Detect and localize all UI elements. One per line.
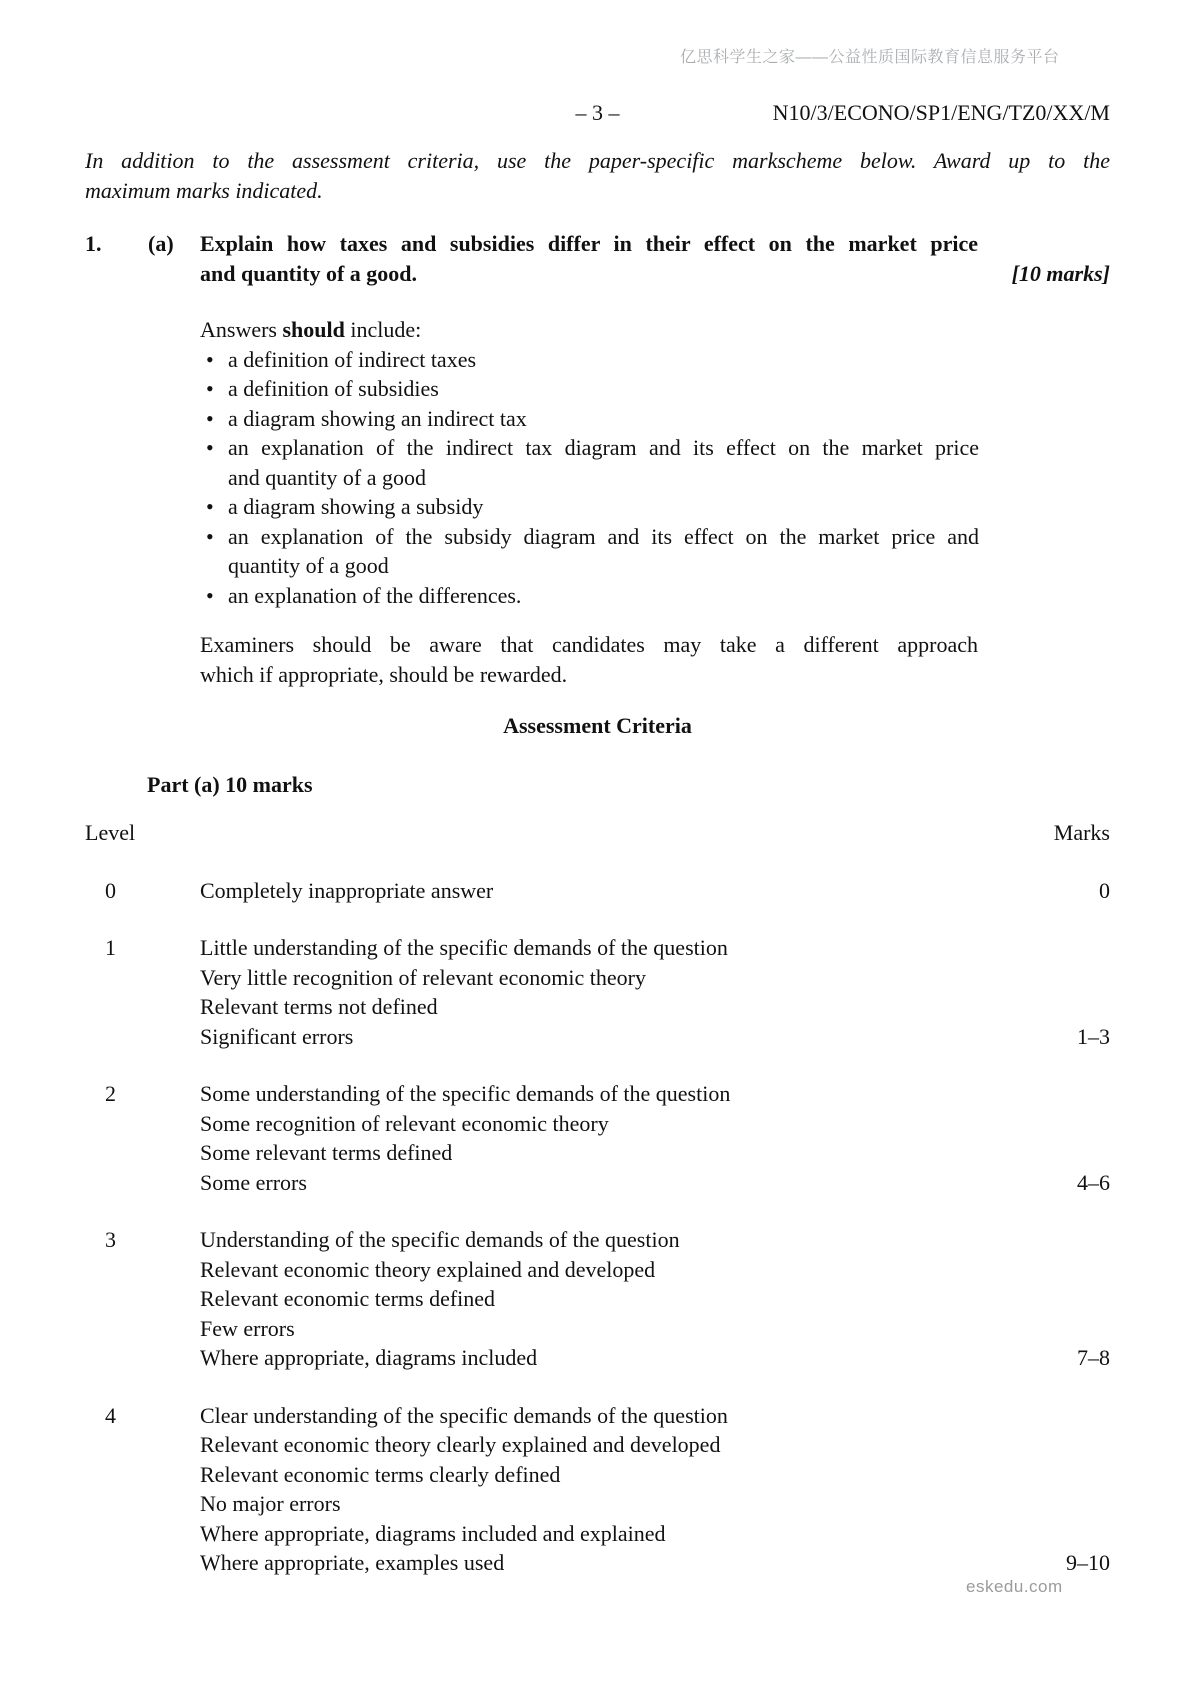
intro-line: maximum marks indicated. bbox=[85, 177, 323, 203]
level-value: 0 bbox=[105, 877, 116, 903]
bullet-icon: • bbox=[206, 582, 214, 608]
list-item bbox=[200, 522, 1110, 581]
level-value: 2 bbox=[105, 1081, 116, 1106]
page-header bbox=[85, 98, 1110, 128]
descriptor-line: Some relevant terms defined bbox=[200, 1140, 453, 1165]
descriptor-line: Understanding of the specific demands of the question bbox=[200, 1227, 680, 1252]
answers-lead-text: include: bbox=[344, 317, 422, 342]
bullet-text: a definition of indirect taxes bbox=[228, 346, 477, 372]
descriptor-line: Relevant economic terms clearly defined bbox=[200, 1461, 561, 1487]
table-row bbox=[85, 1225, 1110, 1373]
descriptor-line: No major errors bbox=[200, 1491, 341, 1516]
table-row bbox=[85, 876, 1110, 906]
question-text-line: and quantity of a good. bbox=[200, 260, 418, 286]
marks-value: 0 bbox=[1099, 877, 1110, 903]
list-item bbox=[200, 581, 1110, 611]
list-item bbox=[200, 492, 1110, 522]
bullet-text: an explanation of the differences. bbox=[228, 582, 522, 608]
marks-value: 4–6 bbox=[1077, 1169, 1110, 1195]
bullet-text bbox=[228, 433, 979, 492]
list-item bbox=[200, 374, 1110, 404]
descriptor-cell bbox=[200, 876, 980, 906]
answers-bullet-list bbox=[200, 345, 1110, 611]
descriptor-line: Very little recognition of relevant economic theory bbox=[200, 964, 646, 990]
descriptor-line: Significant errors bbox=[200, 1023, 354, 1049]
bullet-icon: • bbox=[206, 376, 214, 401]
bullet-text-line: and quantity of a good bbox=[228, 464, 426, 490]
bullet-text: a diagram showing a subsidy bbox=[228, 494, 484, 519]
descriptor-cell bbox=[200, 933, 980, 1051]
criteria-heading: Assessment Criteria bbox=[503, 713, 692, 738]
criteria-table-header bbox=[85, 818, 1110, 848]
table-row bbox=[85, 1079, 1110, 1197]
bullet-text-line: an explanation of the subsidy diagram and its effect on the market price and bbox=[228, 523, 979, 549]
descriptor-line: Relevant economic terms defined bbox=[200, 1286, 496, 1311]
bullet-icon: • bbox=[206, 405, 214, 431]
bullet-icon: • bbox=[206, 435, 214, 460]
question-text bbox=[200, 229, 978, 288]
bullet-icon: • bbox=[206, 494, 214, 519]
descriptor-line: Some understanding of the specific demands of the question bbox=[200, 1081, 731, 1106]
descriptor-line: Few errors bbox=[200, 1315, 295, 1341]
descriptor-line: Clear understanding of the specific demands of the question bbox=[200, 1402, 728, 1428]
bullet-text-line: an explanation of the indirect tax diagram and its effect on the market price bbox=[228, 435, 979, 460]
table-row bbox=[85, 933, 1110, 1051]
examiner-note-line: Examiners should be aware that candidates may take a different approach bbox=[200, 632, 978, 657]
bullet-icon: • bbox=[206, 346, 214, 372]
answers-lead-text: Answers bbox=[200, 317, 283, 342]
top-watermark: 亿思科学生之家——公益性质国际教育信息服务平台 bbox=[680, 49, 1060, 66]
marks-value: 7–8 bbox=[1077, 1345, 1110, 1370]
marks-value: 1–3 bbox=[1077, 1023, 1110, 1049]
marks-value: 9–10 bbox=[1066, 1550, 1110, 1575]
descriptor-cell bbox=[200, 1079, 980, 1197]
descriptor-line: Relevant terms not defined bbox=[200, 994, 438, 1019]
question-number: 1. bbox=[85, 231, 102, 256]
descriptor-line: Completely inappropriate answer bbox=[200, 877, 494, 903]
bullet-icon: • bbox=[206, 523, 214, 549]
descriptor-line: Where appropriate, examples used bbox=[200, 1550, 505, 1575]
bullet-text bbox=[228, 522, 979, 581]
bullet-text: a diagram showing an indirect tax bbox=[228, 405, 527, 431]
bullet-text-line: quantity of a good bbox=[228, 553, 389, 578]
descriptor-line: Relevant economic theory clearly explained and developed bbox=[200, 1432, 721, 1457]
list-item bbox=[200, 345, 1110, 375]
descriptor-line: Where appropriate, diagrams included and explained bbox=[200, 1520, 666, 1546]
descriptor-cell bbox=[200, 1225, 980, 1373]
answers-lead-bold: should bbox=[282, 317, 345, 342]
list-item bbox=[200, 404, 1110, 434]
level-value: 3 bbox=[105, 1227, 116, 1252]
question-marks: [10 marks] bbox=[1011, 260, 1110, 286]
descriptor-line: Some errors bbox=[200, 1169, 307, 1195]
question-body bbox=[200, 229, 1110, 288]
criteria-subheading: Part (a) 10 marks bbox=[147, 771, 313, 797]
descriptor-cell bbox=[200, 1401, 980, 1578]
marks-column-label: Marks bbox=[1053, 820, 1110, 845]
descriptor-line: Little understanding of the specific demands of the question bbox=[200, 935, 728, 960]
question-block bbox=[85, 229, 1110, 288]
bullet-text: a definition of subsidies bbox=[228, 376, 439, 401]
bottom-watermark: eskedu.com bbox=[966, 1577, 1063, 1596]
intro-line: In addition to the assessment criteria, use the paper-specific markscheme below. Award up to the bbox=[85, 148, 1110, 173]
spacer bbox=[200, 818, 980, 848]
answers-lead bbox=[200, 315, 1110, 345]
list-item bbox=[200, 433, 1110, 492]
level-value: 1 bbox=[105, 935, 116, 960]
descriptor-line: Relevant economic theory explained and developed bbox=[200, 1256, 656, 1282]
question-part: (a) bbox=[148, 231, 174, 256]
page-number: – 3 – bbox=[575, 100, 620, 125]
level-value: 4 bbox=[105, 1402, 116, 1428]
paper-code: N10/3/ECONO/SP1/ENG/TZ0/XX/M bbox=[772, 100, 1110, 125]
examiner-note bbox=[200, 630, 978, 689]
descriptor-line: Some recognition of relevant economic theory bbox=[200, 1110, 609, 1136]
question-text-line: Explain how taxes and subsidies differ in their effect on the market price bbox=[200, 231, 978, 256]
descriptor-line: Where appropriate, diagrams included bbox=[200, 1345, 538, 1370]
level-column-label: Level bbox=[85, 820, 136, 845]
intro-paragraph bbox=[85, 146, 1110, 205]
examiner-note-line: which if appropriate, should be rewarded. bbox=[200, 661, 568, 687]
table-row bbox=[85, 1401, 1110, 1578]
